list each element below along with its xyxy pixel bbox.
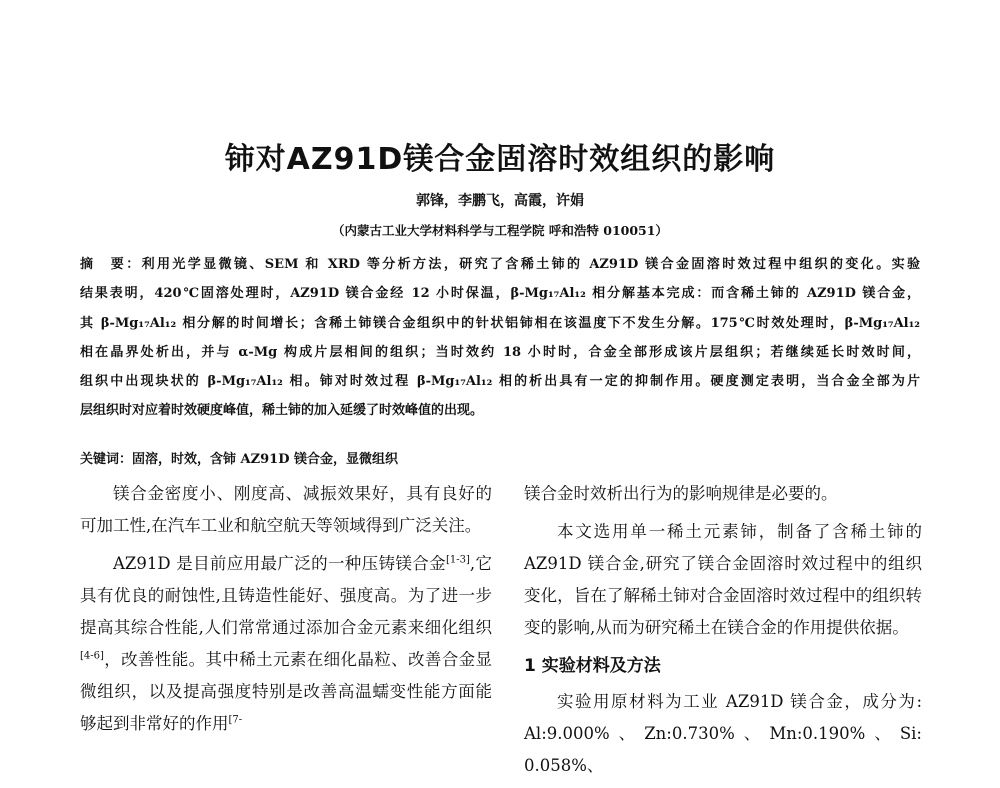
text-run: ,它具有优良的耐蚀性,且铸造性能好、强度高。为了进一步提高其综合性能,人们常常通过添加合金元素来细化组织 [80, 554, 492, 637]
abstract-line: 其 β-Mg₁₇Al₁₂ 相分解的时间增长；含稀土铈镁合金组织中的针状铝铈相在该温度下不发生分解。175℃时效处理时，β-Mg₁₇Al₁₂ [80, 315, 920, 331]
author-list: 郭锋，李鹏飞，高霞，许娟 [416, 193, 584, 209]
text-run: ，改善性能。其中稀土元素在细化晶粒、改善合金显微组织，以及提高强度特别是改善高温蠕变性能方面能够起到非常好的作用 [80, 650, 492, 733]
citation-ref: [1-3] [445, 554, 470, 566]
body-column-left [80, 478, 492, 746]
body-paragraph [80, 548, 492, 740]
abstract-line: 摘 要：利用光学显微镜、SEM 和 XRD 等分析方法，研究了含稀土铈的 AZ91D 镁合金固溶时效过程中组织的变化。实验 [80, 257, 920, 272]
abstract-line: 相在晶界处析出，并与 α-Mg 构成片层相间的组织；当时效约 18 小时时，合金全部形成该片层组织；若继续延长时效时间， [80, 344, 920, 360]
abstract-line: 层组织时对应着时效硬度峰值，稀土铈的加入延缓了时效峰值的出现。 [80, 403, 484, 419]
body-paragraph: 实验用原材料为工业 AZ91D 镁合金，成分为: Al:9.000%、Zn:0.730%、Mn:0.190%、Si: 0.058%、 [524, 692, 922, 775]
paper-title: 铈对AZ91D镁合金固溶时效组织的影响 [224, 142, 776, 177]
text-run: AZ91D 是目前应用最广泛的一种压铸镁合金 [113, 554, 446, 573]
abstract-line: 结果表明，420℃固溶处理时，AZ91D 镁合金经 12 小时保温，β-Mg₁₇Al₁₂ 相分解基本完成：而含稀土铈的 AZ91D 镁合金， [80, 286, 920, 302]
body-column-right [524, 478, 922, 788]
keywords: 关键词：固溶，时效，含铈 AZ91D 镁合金，显微组织 [80, 452, 398, 467]
body-paragraph: 镁合金密度小、刚度高、减振效果好，具有良好的可加工性,在汽车工业和航空航天等领域得到广泛关注。 [80, 484, 492, 535]
abstract-line: 组织中出现块状的 β-Mg₁₇Al₁₂ 相。铈对时效过程 β-Mg₁₇Al₁₂ 相的析出具有一定的抑制作用。硬度测定表明，当合金全部为片 [80, 374, 920, 390]
section-heading: 1 实验材料及方法 [524, 656, 661, 676]
affiliation: （内蒙古工业大学材料科学与工程学院 呼和浩特 010051） [332, 223, 668, 238]
body-paragraph: 镁合金时效析出行为的影响规律是必要的。 [524, 484, 838, 503]
body-paragraph: 本文选用单一稀土元素铈，制备了含稀土铈的 AZ91D 镁合金,研究了镁合金固溶时效过程中的组织变化，旨在了解稀土铈对合金固溶时效过程中的组织转变的影响,从而为研究稀土在镁合金的作用提供依据。 [524, 522, 922, 637]
citation-ref: [7- [228, 714, 243, 726]
abstract [80, 250, 920, 426]
citation-ref: [4-6] [80, 650, 104, 662]
